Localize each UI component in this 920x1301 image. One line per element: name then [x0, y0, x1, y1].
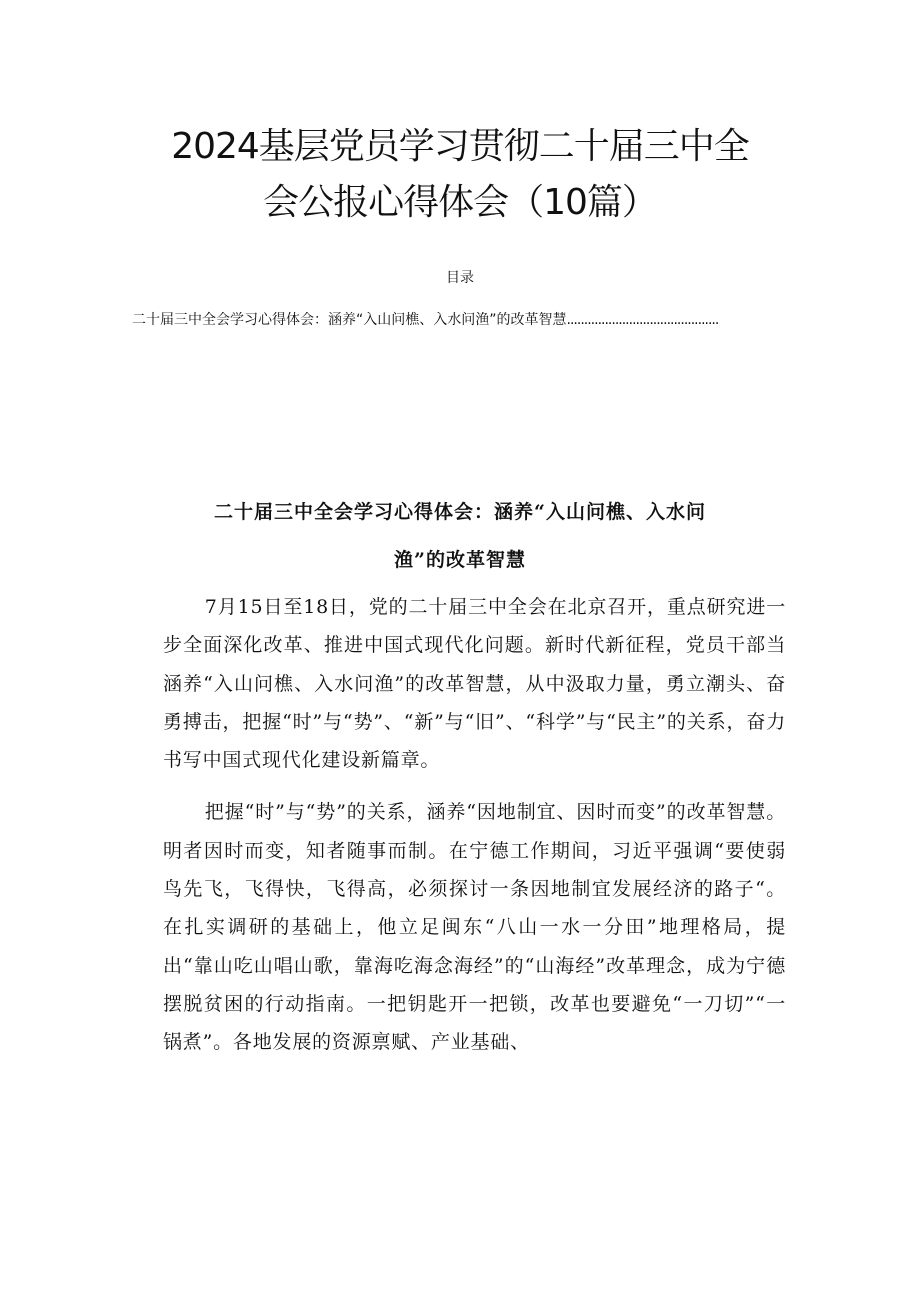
- article-title-line-1: 二十届三中全会学习心得体会：涵养“入山问樵、入水问: [214, 501, 706, 523]
- article-paragraph: 7月15日至18日，党的二十届三中全会在北京召开，重点研究进一步全面深化改革、推进中国式现代化问题。新时代新征程，党员干部当涵养“入山问樵、入水问渔”的改革智慧，从中汲取力量，勇立潮头、奋勇搏击，把握“时”与“势”、“新”与“旧”、“科学”与“民主”的关系，奋力书写中国式现代化建设新篇章。: [163, 596, 786, 772]
- article-body: [163, 588, 786, 1076]
- toc-entry-dot-leader: ............................................: [566, 312, 719, 328]
- document-title-line-2: 会公报心得体会（10篇）: [263, 182, 657, 223]
- document-title-line-1: 2024基层党员学习贯彻二十届三中全: [171, 126, 749, 167]
- article-paragraph: 把握“时”与“势”的关系，涵养“因地制宜、因时而变”的改革智慧。明者因时而变，知者随事而制。在宁德工作期间，习近平强调“要使弱鸟先飞，飞得快，飞得高，必须探讨一条因地制宜发展经济的路子“。在扎实调研的基础上，他立足闽东“八山一水一分田”地理格局，提出“靠山吃山唱山歌，靠海吃海念海经”的“山海经”改革理念，成为宁德摆脱贫困的行动指南。一把钥匙开一把锁，改革也要避免“一刀切”“一锅煮”。各地发展的资源禀赋、产业基础、: [163, 801, 786, 1054]
- toc-entry-text[interactable]: 二十届三中全会学习心得体会：涵养“入山问樵、入水问渔”的改革智慧: [132, 312, 567, 328]
- article-title-line-2: 渔”的改革智慧: [394, 549, 526, 571]
- toc-entry[interactable]: [132, 309, 792, 329]
- toc-heading: 目录: [446, 270, 474, 286]
